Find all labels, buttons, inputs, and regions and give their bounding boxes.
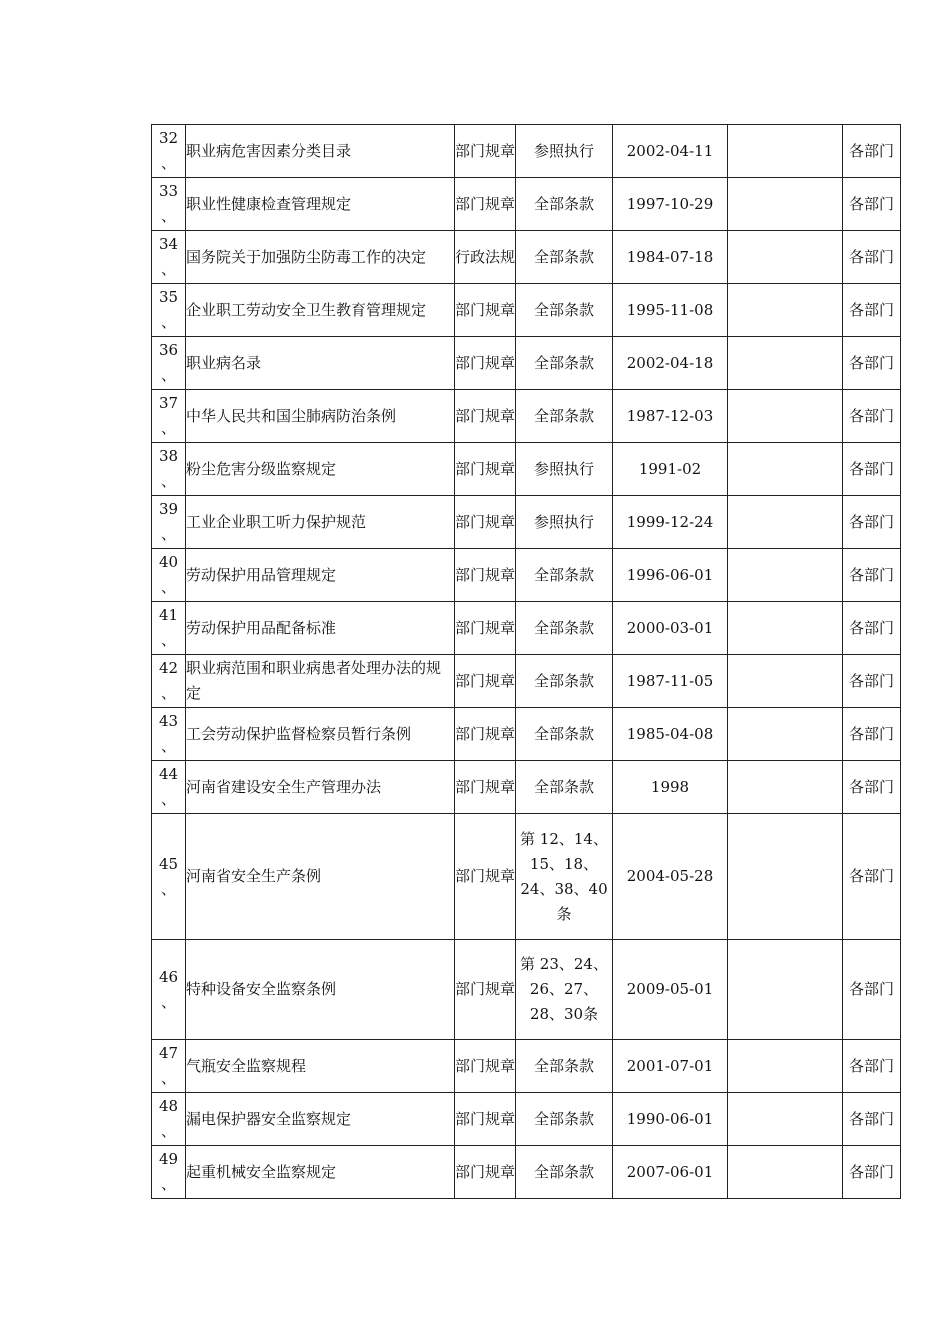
row-number-cell bbox=[152, 337, 186, 390]
applicable-department: 各部门 bbox=[843, 337, 901, 390]
row-number-separator: 、 bbox=[160, 419, 176, 437]
row-number-separator: 、 bbox=[160, 1175, 176, 1193]
table-row bbox=[152, 443, 901, 496]
applicable-scope: 全部条款 bbox=[516, 1040, 613, 1093]
regulation-name: 河南省安全生产条例 bbox=[186, 814, 455, 940]
table-row bbox=[152, 390, 901, 443]
regulation-name: 职业病名录 bbox=[186, 337, 455, 390]
table-row bbox=[152, 1093, 901, 1146]
table-row bbox=[152, 549, 901, 602]
table-row bbox=[152, 940, 901, 1040]
applicable-department: 各部门 bbox=[843, 549, 901, 602]
applicable-scope: 参照执行 bbox=[516, 496, 613, 549]
row-number-cell bbox=[152, 655, 186, 708]
applicable-scope: 全部条款 bbox=[516, 1146, 613, 1199]
row-number: 44 bbox=[158, 765, 179, 783]
row-number: 32 bbox=[158, 129, 179, 147]
row-number-separator: 、 bbox=[160, 1069, 176, 1087]
row-number-cell bbox=[152, 1040, 186, 1093]
row-number: 35 bbox=[158, 288, 179, 306]
row-number: 48 bbox=[158, 1097, 179, 1115]
regulation-type: 部门规章 bbox=[455, 1146, 516, 1199]
regulation-name: 气瓶安全监察规程 bbox=[186, 1040, 455, 1093]
note-cell bbox=[728, 1146, 843, 1199]
regulation-type: 部门规章 bbox=[455, 1093, 516, 1146]
applicable-department: 各部门 bbox=[843, 231, 901, 284]
effective-date: 1996-06-01 bbox=[613, 549, 728, 602]
row-number: 36 bbox=[158, 341, 179, 359]
effective-date: 2000-03-01 bbox=[613, 602, 728, 655]
effective-date: 1997-10-29 bbox=[613, 178, 728, 231]
row-number-cell bbox=[152, 443, 186, 496]
applicable-scope: 全部条款 bbox=[516, 708, 613, 761]
row-number-cell bbox=[152, 125, 186, 178]
row-number-separator: 、 bbox=[160, 366, 176, 384]
regulation-type: 部门规章 bbox=[455, 708, 516, 761]
row-number-separator: 、 bbox=[160, 260, 176, 278]
applicable-department: 各部门 bbox=[843, 178, 901, 231]
note-cell bbox=[728, 178, 843, 231]
effective-date: 2002-04-11 bbox=[613, 125, 728, 178]
note-cell bbox=[728, 1040, 843, 1093]
regulation-type: 部门规章 bbox=[455, 761, 516, 814]
table-row bbox=[152, 814, 901, 940]
row-number-cell bbox=[152, 761, 186, 814]
row-number-cell bbox=[152, 1146, 186, 1199]
regulation-name: 企业职工劳动安全卫生教育管理规定 bbox=[186, 284, 455, 337]
note-cell bbox=[728, 940, 843, 1040]
row-number-separator: 、 bbox=[160, 1122, 176, 1140]
row-number-separator: 、 bbox=[160, 525, 176, 543]
note-cell bbox=[728, 708, 843, 761]
row-number-cell bbox=[152, 496, 186, 549]
applicable-scope: 全部条款 bbox=[516, 549, 613, 602]
row-number-separator: 、 bbox=[160, 313, 176, 331]
regulation-name: 工业企业职工听力保护规范 bbox=[186, 496, 455, 549]
note-cell bbox=[728, 231, 843, 284]
row-number-separator: 、 bbox=[160, 790, 176, 808]
regulations-table-body bbox=[152, 125, 901, 1199]
effective-date: 1990-06-01 bbox=[613, 1093, 728, 1146]
applicable-department: 各部门 bbox=[843, 284, 901, 337]
row-number: 38 bbox=[158, 447, 179, 465]
row-number-separator: 、 bbox=[160, 737, 176, 755]
regulation-name: 粉尘危害分级监察规定 bbox=[186, 443, 455, 496]
note-cell bbox=[728, 284, 843, 337]
regulation-type: 部门规章 bbox=[455, 284, 516, 337]
row-number-separator: 、 bbox=[160, 631, 176, 649]
table-row bbox=[152, 761, 901, 814]
regulation-type: 部门规章 bbox=[455, 496, 516, 549]
row-number: 45 bbox=[158, 854, 179, 873]
applicable-scope: 全部条款 bbox=[516, 390, 613, 443]
row-number: 34 bbox=[158, 235, 179, 253]
regulation-type: 部门规章 bbox=[455, 940, 516, 1040]
applicable-department: 各部门 bbox=[843, 125, 901, 178]
effective-date: 1985-04-08 bbox=[613, 708, 728, 761]
row-number: 49 bbox=[158, 1150, 179, 1168]
applicable-department: 各部门 bbox=[843, 602, 901, 655]
note-cell bbox=[728, 1093, 843, 1146]
applicable-scope: 全部条款 bbox=[516, 337, 613, 390]
effective-date: 1995-11-08 bbox=[613, 284, 728, 337]
regulation-name: 中华人民共和国尘肺病防治条例 bbox=[186, 390, 455, 443]
row-number: 41 bbox=[158, 606, 179, 624]
applicable-scope: 第 12、14、15、18、24、38、40条 bbox=[516, 814, 613, 940]
row-number: 43 bbox=[158, 712, 179, 730]
regulation-type: 部门规章 bbox=[455, 390, 516, 443]
table-row bbox=[152, 496, 901, 549]
note-cell bbox=[728, 443, 843, 496]
regulation-name: 特种设备安全监察条例 bbox=[186, 940, 455, 1040]
table-row bbox=[152, 337, 901, 390]
table-row bbox=[152, 1040, 901, 1093]
note-cell bbox=[728, 125, 843, 178]
applicable-department: 各部门 bbox=[843, 1146, 901, 1199]
regulation-type: 行政法规 bbox=[455, 231, 516, 284]
row-number-separator: 、 bbox=[160, 879, 176, 898]
applicable-scope: 参照执行 bbox=[516, 443, 613, 496]
effective-date: 1984-07-18 bbox=[613, 231, 728, 284]
applicable-department: 各部门 bbox=[843, 761, 901, 814]
effective-date: 2002-04-18 bbox=[613, 337, 728, 390]
applicable-scope: 全部条款 bbox=[516, 655, 613, 708]
effective-date: 2009-05-01 bbox=[613, 940, 728, 1040]
effective-date: 2007-06-01 bbox=[613, 1146, 728, 1199]
table-row bbox=[152, 125, 901, 178]
applicable-scope: 全部条款 bbox=[516, 284, 613, 337]
applicable-scope: 全部条款 bbox=[516, 761, 613, 814]
regulation-type: 部门规章 bbox=[455, 1040, 516, 1093]
regulation-type: 部门规章 bbox=[455, 655, 516, 708]
row-number: 42 bbox=[158, 659, 179, 677]
row-number-cell bbox=[152, 178, 186, 231]
note-cell bbox=[728, 337, 843, 390]
regulation-name: 职业性健康检查管理规定 bbox=[186, 178, 455, 231]
applicable-scope: 全部条款 bbox=[516, 178, 613, 231]
row-number-separator: 、 bbox=[160, 684, 176, 702]
effective-date: 2001-07-01 bbox=[613, 1040, 728, 1093]
regulations-table bbox=[151, 124, 901, 1199]
row-number: 47 bbox=[158, 1044, 179, 1062]
row-number-cell bbox=[152, 549, 186, 602]
effective-date: 2004-05-28 bbox=[613, 814, 728, 940]
regulation-name: 工会劳动保护监督检察员暂行条例 bbox=[186, 708, 455, 761]
row-number-cell bbox=[152, 602, 186, 655]
applicable-scope: 第 23、24、26、27、28、30条 bbox=[516, 940, 613, 1040]
row-number: 37 bbox=[158, 394, 179, 412]
row-number-cell bbox=[152, 940, 186, 1040]
row-number-cell bbox=[152, 284, 186, 337]
applicable-department: 各部门 bbox=[843, 390, 901, 443]
note-cell bbox=[728, 602, 843, 655]
table-row bbox=[152, 178, 901, 231]
note-cell bbox=[728, 496, 843, 549]
regulation-type: 部门规章 bbox=[455, 602, 516, 655]
effective-date: 1987-11-05 bbox=[613, 655, 728, 708]
regulation-name: 国务院关于加强防尘防毒工作的决定 bbox=[186, 231, 455, 284]
effective-date: 1999-12-24 bbox=[613, 496, 728, 549]
regulation-type: 部门规章 bbox=[455, 443, 516, 496]
table-row bbox=[152, 655, 901, 708]
table-row bbox=[152, 284, 901, 337]
regulation-type: 部门规章 bbox=[455, 125, 516, 178]
applicable-department: 各部门 bbox=[843, 443, 901, 496]
regulation-type: 部门规章 bbox=[455, 814, 516, 940]
applicable-department: 各部门 bbox=[843, 708, 901, 761]
table-row bbox=[152, 708, 901, 761]
applicable-scope: 全部条款 bbox=[516, 602, 613, 655]
note-cell bbox=[728, 655, 843, 708]
regulation-name: 劳动保护用品配备标准 bbox=[186, 602, 455, 655]
applicable-department: 各部门 bbox=[843, 655, 901, 708]
row-number-separator: 、 bbox=[160, 472, 176, 490]
row-number-cell bbox=[152, 814, 186, 940]
regulation-name: 职业病范围和职业病患者处理办法的规定 bbox=[186, 655, 455, 708]
row-number-separator: 、 bbox=[160, 992, 176, 1011]
applicable-scope: 全部条款 bbox=[516, 231, 613, 284]
regulation-name: 漏电保护器安全监察规定 bbox=[186, 1093, 455, 1146]
applicable-scope: 全部条款 bbox=[516, 1093, 613, 1146]
row-number: 46 bbox=[158, 967, 179, 986]
table-row bbox=[152, 231, 901, 284]
applicable-department: 各部门 bbox=[843, 1093, 901, 1146]
row-number-separator: 、 bbox=[160, 207, 176, 225]
note-cell bbox=[728, 814, 843, 940]
row-number: 39 bbox=[158, 500, 179, 518]
applicable-department: 各部门 bbox=[843, 1040, 901, 1093]
row-number: 40 bbox=[158, 553, 179, 571]
regulation-name: 起重机械安全监察规定 bbox=[186, 1146, 455, 1199]
regulation-type: 部门规章 bbox=[455, 178, 516, 231]
table-row bbox=[152, 1146, 901, 1199]
applicable-scope: 参照执行 bbox=[516, 125, 613, 178]
note-cell bbox=[728, 761, 843, 814]
row-number: 33 bbox=[158, 182, 179, 200]
row-number-cell bbox=[152, 231, 186, 284]
effective-date: 1987-12-03 bbox=[613, 390, 728, 443]
effective-date: 1991-02 bbox=[613, 443, 728, 496]
note-cell bbox=[728, 549, 843, 602]
row-number-cell bbox=[152, 1093, 186, 1146]
regulation-type: 部门规章 bbox=[455, 549, 516, 602]
applicable-department: 各部门 bbox=[843, 496, 901, 549]
regulation-name: 河南省建设安全生产管理办法 bbox=[186, 761, 455, 814]
regulation-type: 部门规章 bbox=[455, 337, 516, 390]
applicable-department: 各部门 bbox=[843, 940, 901, 1040]
row-number-separator: 、 bbox=[160, 578, 176, 596]
effective-date: 1998 bbox=[613, 761, 728, 814]
row-number-separator: 、 bbox=[160, 154, 176, 172]
row-number-cell bbox=[152, 390, 186, 443]
table-row bbox=[152, 602, 901, 655]
note-cell bbox=[728, 390, 843, 443]
applicable-department: 各部门 bbox=[843, 814, 901, 940]
regulation-name: 职业病危害因素分类目录 bbox=[186, 125, 455, 178]
regulation-name: 劳动保护用品管理规定 bbox=[186, 549, 455, 602]
row-number-cell bbox=[152, 708, 186, 761]
